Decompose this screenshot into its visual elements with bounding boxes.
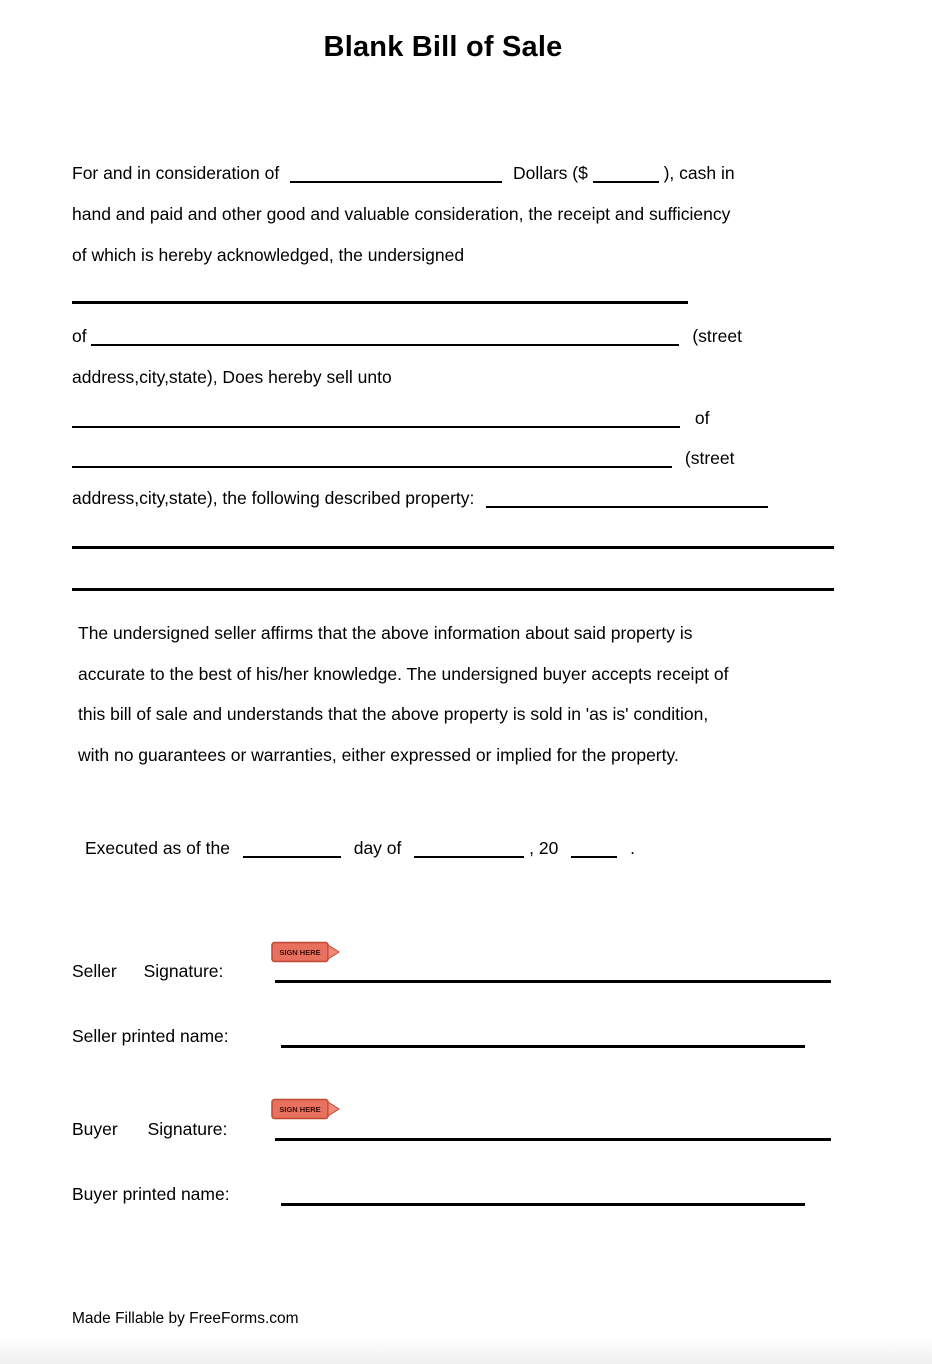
buyer-printed-name-field[interactable]: [281, 1203, 805, 1206]
consideration-words-field[interactable]: [290, 164, 502, 184]
execution-day-field[interactable]: [243, 839, 341, 859]
buyer-signature-field[interactable]: [275, 1138, 831, 1141]
seller-address-field[interactable]: [91, 327, 679, 347]
seller-signature-label: Signature:: [143, 961, 224, 981]
seller-of-label: of: [72, 326, 87, 346]
buyer-street-label: (street: [684, 448, 735, 468]
property-description-line: [72, 487, 768, 509]
affirmation-line2: accurate to the best of his/her knowledge. The undersigned buyer accepts receipt of: [78, 664, 729, 684]
footer-attribution: Made Fillable by FreeForms.com: [72, 1310, 299, 1327]
buyer-name-line: [72, 407, 709, 429]
affirmation-line4: with no guarantees or warranties, either expressed or implied for the property.: [78, 745, 679, 765]
buyer-address-field[interactable]: [72, 449, 672, 469]
page-title: Blank Bill of Sale: [323, 31, 563, 63]
consideration-text-before: For and in consideration of: [72, 163, 280, 183]
property-description-field[interactable]: [486, 489, 768, 509]
seller-address-line: [72, 325, 742, 347]
buyer-sign-here-label: SIGN HERE: [279, 1104, 321, 1114]
day-of-text: day of: [353, 838, 402, 858]
buyer-printed-name-label: Buyer printed name:: [72, 1184, 230, 1204]
affirmation-line3: this bill of sale and understands that the above property is sold in 'as is' condition,: [78, 704, 709, 724]
property-description-field-line3[interactable]: [72, 588, 834, 591]
seller-signature-field[interactable]: [275, 980, 831, 983]
seller-sign-here-label: SIGN HERE: [279, 947, 321, 957]
seller-label: Seller: [72, 961, 117, 981]
buyer-label: Buyer: [72, 1119, 118, 1139]
property-description-field-line2[interactable]: [72, 546, 834, 549]
property-description-label: address,city,state), the following described property:: [72, 488, 475, 508]
execution-month-field[interactable]: [414, 839, 524, 859]
buyer-of-label: of: [694, 408, 710, 428]
consideration-amount-field[interactable]: [593, 164, 659, 184]
executed-text: Executed as of the: [85, 838, 230, 858]
seller-street-label: (street: [692, 326, 742, 346]
buyer-signature-label: Signature:: [147, 1119, 228, 1139]
seller-address-continuation: address,city,state), Does hereby sell unto: [72, 367, 392, 387]
seller-printed-name-label: Seller printed name:: [72, 1026, 229, 1046]
seller-name-field[interactable]: [72, 301, 688, 304]
execution-year-field[interactable]: [571, 839, 617, 859]
paragraph1-line3: of which is hereby acknowledged, the undersigned: [72, 245, 465, 265]
consideration-line: [72, 162, 735, 184]
seller-printed-name-field[interactable]: [281, 1045, 805, 1048]
paragraph1-line2: hand and paid and other good and valuable consideration, the receipt and sufficiency: [72, 204, 731, 224]
buyer-name-field[interactable]: [72, 409, 680, 429]
consideration-text-after: ), cash in: [663, 163, 735, 183]
seller-signature-labels: [72, 960, 223, 982]
consideration-text-mid: Dollars ($: [512, 163, 588, 183]
execution-period: .: [630, 838, 635, 858]
execution-date-line: [85, 837, 635, 859]
page-bottom-shadow: [0, 1338, 932, 1364]
buyer-address-line: [72, 447, 734, 469]
buyer-signature-labels: [72, 1118, 227, 1140]
buyer-sign-here-tag[interactable]: [271, 1097, 341, 1121]
affirmation-line1: The undersigned seller affirms that the above information about said property is: [78, 623, 693, 643]
seller-sign-here-tag[interactable]: [271, 940, 341, 964]
year-prefix-text: , 20: [529, 838, 559, 858]
